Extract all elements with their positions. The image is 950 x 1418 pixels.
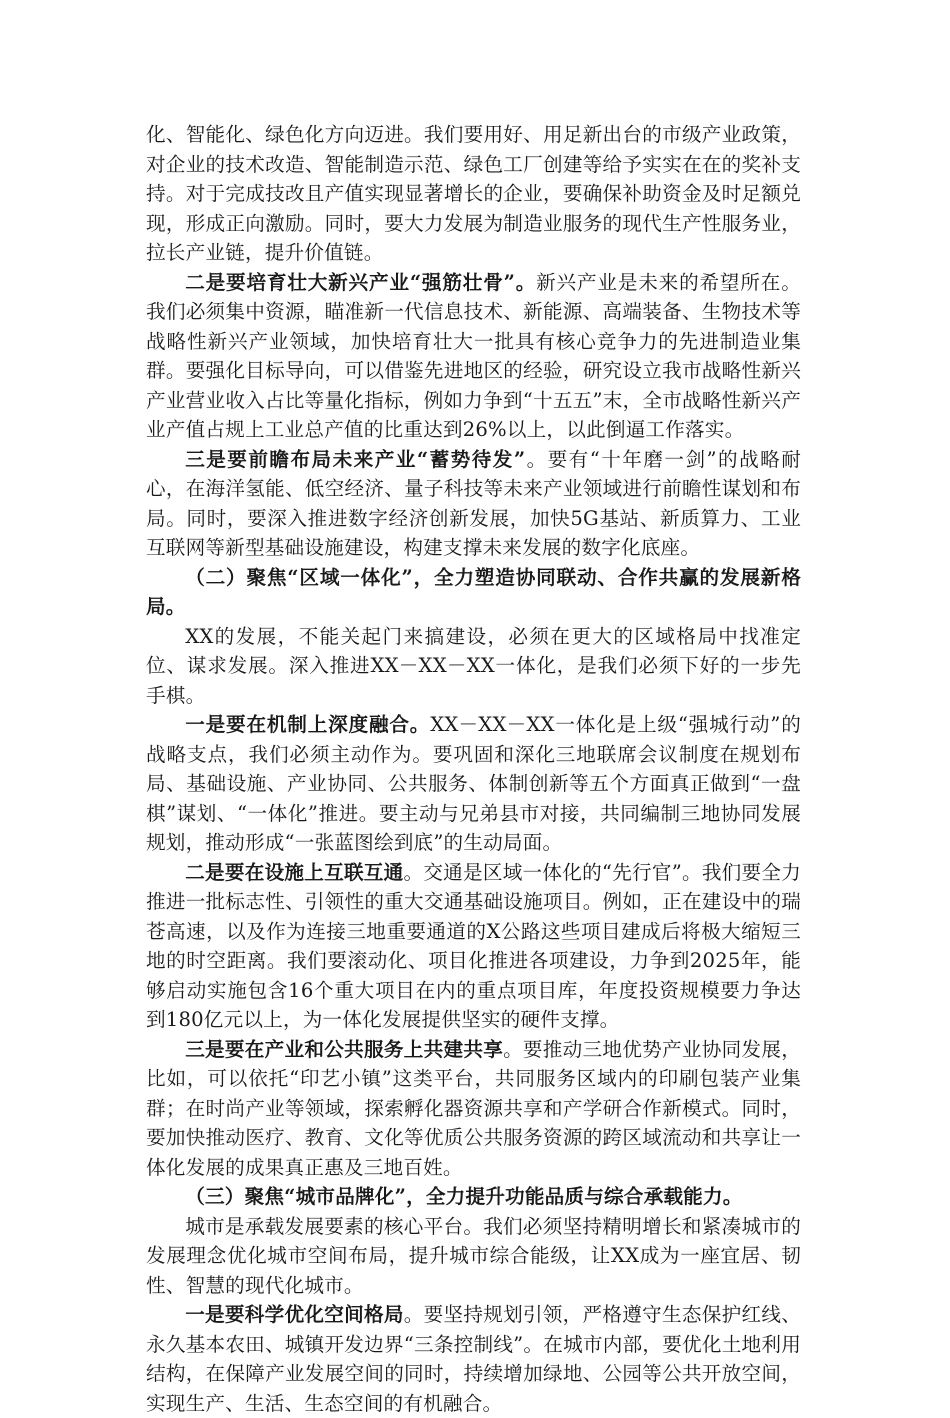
paragraph-spatial-layout [146,1300,801,1418]
paragraph-lead: 三是要前瞻布局未来产业“蓄势待发” [185,447,526,471]
paragraph-future-industries [146,445,801,563]
paragraph-text: 化、智能化、绿色化方向迈进。我们要用好、用足新出台的市级产业政策，对企业的技术改造、智能制造示范、绿色工厂创建等给予实实在在的奖补支持。对于完成技改且产值实现显著增长的企业，要确保补助资金及时足额兑现，形成正向激励。同时，要大力发展为制造业服务的现代生产性服务业，拉长产业链，提升价值链。 [146,123,801,264]
paragraph-continuation [146,120,801,268]
paragraph-lead: 二是要培育壮大新兴产业“强筋壮骨”。 [185,270,537,294]
document-page [146,120,801,1418]
paragraph-text: 。要坚持规划引领，严格遵守生态保护红线、永久基本农田、城镇开发边界“三条控制线”。在城市内部，要优化土地利用结构，在保障产业发展空间的同时，持续增加绿地、公园等公共开放空间，实现生产、生活、生态空间的有机融合。 [146,1303,802,1415]
paragraph-mechanism-integration [146,710,801,858]
paragraph-lead: 三是要在产业和公共服务上共建共享 [185,1037,504,1061]
paragraph-lead: 二是要在设施上互联互通 [185,860,404,884]
paragraph-lead: 一是要在机制上深度融合。 [185,713,431,736]
paragraph-text: XX的发展，不能关起门来搞建设，必须在更大的区域格局中找准定位、谋求发展。深入推进XX－XX－XX一体化，是我们必须下好的一步先手棋。 [146,624,801,707]
paragraph-industry-public-services [146,1035,801,1183]
paragraph-lead: 一是要科学优化空间格局 [185,1303,404,1326]
paragraph-text: XX－XX－XX一体化是上级“强城行动”的战略支点，我们必须主动作为。要巩固和深化三地联席会议制度在规划布局、基础设施、产业协同、公共服务、体制创新等五个方面真正做到“一盘棋”谋划、“一体化”推进。要主动与兄弟县市对接，共同编制三地协同发展规划，推动形成“一张蓝图绘到底”的生动局面。 [146,713,801,854]
paragraph-text: 城市是承载发展要素的核心平台。我们必须坚持精明增长和紧凑城市的发展理念优化城市空间布局，提升城市综合能级，让XX成为一座宜居、韧性、智慧的现代化城市。 [146,1214,801,1297]
section-heading-city-branding: （三）聚焦“城市品牌化”，全力提升功能品质与综合承载能力。 [185,1185,743,1208]
paragraph-text: 。交通是区域一体化的“先行官”。我们要全力推进一批标志性、引领性的重大交通基础设施项目。例如，正在建设中的瑞苍高速，以及作为连接三地重要通道的X公路这些项目建成后将极大缩短三地的时空距离。我们要滚动化、项目化推进各项建设，力争到2025年，能够启动实施包含16个重大项目在内的重点项目库，年度投资规模要力争达到180亿元以上，为一体化发展提供坚实的硬件支撑。 [146,860,802,1031]
paragraph-text: 新兴产业是未来的希望所在。我们必须集中资源，瞄准新一代信息技术、新能源、高端装备、生物技术等战略性新兴产业领域，加快培育壮大一批具有核心竞争力的先进制造业集群。要强化目标导向，可以借鉴先进地区的经验，研究设立我市战略性新兴产业营业收入占比等量化指标，例如力争到“十五五”末，全市战略性新兴产业产值占规上工业总产值的比重达到26%以上，以此倒逼工作落实。 [146,270,801,441]
paragraph-text: 。要有“十年磨一剑”的战略耐心，在海洋氢能、低空经济、量子科技等未来产业领域进行前瞻性谋划和布局。同时，要深入推进数字经济创新发展，加快5G基站、新质算力、工业互联网等新型基础设施建设，构建支撑未来发展的数字化底座。 [146,447,801,559]
paragraph-emerging-industries [146,268,801,445]
paragraph-text: 。要推动三地优势产业协同发展，比如，可以依托“印艺小镇”这类平台，共同服务区域内的印刷包装产业集群；在时尚产业等领域，探索孵化器资源共享和产学研合作新模式。同时，要加快推动医疗、教育、文化等优质公共服务资源的跨区域流动和共享让一体化发展的成果真正惠及三地百姓。 [146,1037,801,1179]
paragraph-city-intro [146,1212,801,1301]
paragraph-regional-intro [146,622,801,711]
section-heading-regional-integration: （二）聚焦“区域一体化”，全力塑造协同联动、合作共赢的发展新格局。 [146,565,801,618]
paragraph-infrastructure [146,858,801,1035]
